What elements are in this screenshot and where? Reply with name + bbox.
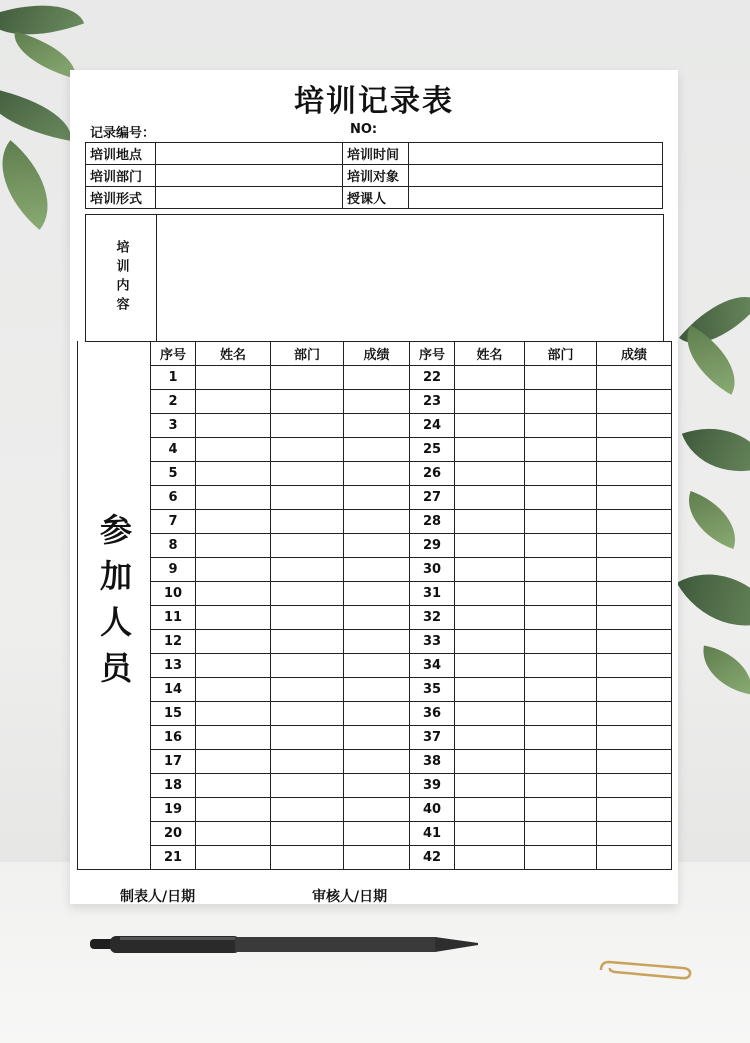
department-field[interactable] (525, 822, 597, 846)
score-field[interactable] (344, 774, 410, 798)
name-field[interactable] (455, 822, 525, 846)
column-header: 成绩 (597, 342, 672, 366)
row-number: 21 (151, 846, 196, 870)
info-value-field[interactable] (409, 143, 663, 165)
name-field[interactable] (455, 462, 525, 486)
score-field[interactable] (597, 846, 672, 870)
row-number: 32 (410, 606, 455, 630)
score-field[interactable] (344, 798, 410, 822)
column-header: 姓名 (455, 342, 525, 366)
score-field[interactable] (344, 534, 410, 558)
score-field[interactable] (597, 702, 672, 726)
department-field[interactable] (271, 390, 344, 414)
name-field[interactable] (455, 534, 525, 558)
department-field[interactable] (525, 390, 597, 414)
department-field[interactable] (271, 654, 344, 678)
name-field[interactable] (455, 702, 525, 726)
department-field[interactable] (271, 582, 344, 606)
name-field[interactable] (455, 606, 525, 630)
department-field[interactable] (525, 726, 597, 750)
name-field[interactable] (196, 558, 271, 582)
row-number: 1 (151, 366, 196, 390)
table-row (151, 846, 672, 870)
column-header: 序号 (151, 342, 196, 366)
name-field[interactable] (196, 678, 271, 702)
table-row (151, 726, 672, 750)
info-row (86, 165, 663, 187)
department-field[interactable] (525, 630, 597, 654)
department-field[interactable] (271, 846, 344, 870)
training-content-box (85, 214, 664, 342)
department-field[interactable] (525, 774, 597, 798)
name-field[interactable] (196, 798, 271, 822)
department-field[interactable] (525, 510, 597, 534)
row-number: 40 (410, 798, 455, 822)
row-number: 12 (151, 630, 196, 654)
info-label: 培训时间 (343, 143, 409, 165)
row-number: 39 (410, 774, 455, 798)
name-field[interactable] (196, 822, 271, 846)
row-number: 13 (151, 654, 196, 678)
row-number: 9 (151, 558, 196, 582)
name-field[interactable] (196, 486, 271, 510)
score-field[interactable] (344, 486, 410, 510)
info-label: 培训对象 (343, 165, 409, 187)
row-number: 2 (151, 390, 196, 414)
row-number: 18 (151, 774, 196, 798)
row-number: 16 (151, 726, 196, 750)
department-field[interactable] (525, 798, 597, 822)
row-number: 11 (151, 606, 196, 630)
no-label: NO: (350, 122, 378, 137)
name-field[interactable] (455, 654, 525, 678)
row-number: 5 (151, 462, 196, 486)
score-field[interactable] (344, 750, 410, 774)
name-field[interactable] (455, 726, 525, 750)
name-field[interactable] (455, 798, 525, 822)
department-field[interactable] (525, 438, 597, 462)
name-field[interactable] (455, 582, 525, 606)
department-field[interactable] (525, 366, 597, 390)
training-content-field[interactable] (157, 215, 663, 341)
score-field[interactable] (597, 774, 672, 798)
name-field[interactable] (196, 774, 271, 798)
info-table (85, 142, 663, 209)
score-field[interactable] (344, 390, 410, 414)
department-field[interactable] (525, 486, 597, 510)
score-field[interactable] (597, 798, 672, 822)
department-field[interactable] (271, 462, 344, 486)
department-field[interactable] (271, 702, 344, 726)
table-row (151, 510, 672, 534)
table-row (151, 606, 672, 630)
score-field[interactable] (597, 726, 672, 750)
score-field[interactable] (597, 822, 672, 846)
row-number: 19 (151, 798, 196, 822)
column-header: 序号 (410, 342, 455, 366)
name-field[interactable] (196, 606, 271, 630)
row-number: 22 (410, 366, 455, 390)
score-field[interactable] (597, 750, 672, 774)
participants-table (150, 341, 672, 870)
row-number: 17 (151, 750, 196, 774)
score-field[interactable] (344, 558, 410, 582)
row-number: 24 (410, 414, 455, 438)
info-value-field[interactable] (156, 143, 343, 165)
score-field[interactable] (344, 438, 410, 462)
table-row (151, 702, 672, 726)
score-field[interactable] (597, 390, 672, 414)
score-field[interactable] (344, 582, 410, 606)
paper-clip-icon (595, 958, 695, 982)
participants-label: 参加人员 (95, 513, 133, 697)
score-field[interactable] (597, 630, 672, 654)
row-number: 36 (410, 702, 455, 726)
name-field[interactable] (196, 702, 271, 726)
department-field[interactable] (525, 534, 597, 558)
score-field[interactable] (597, 438, 672, 462)
score-field[interactable] (344, 606, 410, 630)
row-number: 33 (410, 630, 455, 654)
column-header: 部门 (525, 342, 597, 366)
row-number: 37 (410, 726, 455, 750)
row-number: 41 (410, 822, 455, 846)
name-field[interactable] (196, 366, 271, 390)
row-number: 23 (410, 390, 455, 414)
department-field[interactable] (271, 534, 344, 558)
row-number: 35 (410, 678, 455, 702)
score-field[interactable] (344, 462, 410, 486)
name-field[interactable] (196, 630, 271, 654)
table-row (151, 414, 672, 438)
score-field[interactable] (597, 654, 672, 678)
name-field[interactable] (196, 414, 271, 438)
column-header: 成绩 (344, 342, 410, 366)
score-field[interactable] (597, 606, 672, 630)
department-field[interactable] (525, 606, 597, 630)
row-number: 27 (410, 486, 455, 510)
table-row (151, 750, 672, 774)
row-number: 26 (410, 462, 455, 486)
department-field[interactable] (271, 750, 344, 774)
table-header-row (151, 342, 672, 366)
name-field[interactable] (455, 414, 525, 438)
name-field[interactable] (196, 390, 271, 414)
info-value-field[interactable] (409, 187, 663, 209)
row-number: 20 (151, 822, 196, 846)
table-row (151, 438, 672, 462)
info-label: 授课人 (343, 187, 409, 209)
score-field[interactable] (597, 486, 672, 510)
table-row (151, 366, 672, 390)
department-field[interactable] (271, 726, 344, 750)
department-field[interactable] (525, 750, 597, 774)
training-content-label: 培训内容 (113, 240, 129, 316)
info-value-field[interactable] (409, 165, 663, 187)
info-row (86, 143, 663, 165)
score-field[interactable] (344, 846, 410, 870)
department-field[interactable] (271, 606, 344, 630)
department-field[interactable] (271, 774, 344, 798)
row-number: 6 (151, 486, 196, 510)
table-row (151, 798, 672, 822)
score-field[interactable] (344, 630, 410, 654)
score-field[interactable] (597, 366, 672, 390)
score-field[interactable] (344, 654, 410, 678)
score-field[interactable] (597, 462, 672, 486)
row-number: 28 (410, 510, 455, 534)
training-content-label-cell (86, 215, 157, 341)
name-field[interactable] (196, 846, 271, 870)
info-label: 培训地点 (86, 143, 156, 165)
name-field[interactable] (455, 750, 525, 774)
department-field[interactable] (271, 510, 344, 534)
row-number: 14 (151, 678, 196, 702)
page-title: 培训记录表 (294, 84, 454, 119)
info-label: 培训形式 (86, 187, 156, 209)
score-field[interactable] (344, 414, 410, 438)
score-field[interactable] (344, 822, 410, 846)
table-row (151, 654, 672, 678)
row-number: 31 (410, 582, 455, 606)
score-field[interactable] (597, 510, 672, 534)
table-row (151, 678, 672, 702)
table-row (151, 534, 672, 558)
table-row (151, 462, 672, 486)
score-field[interactable] (597, 582, 672, 606)
department-field[interactable] (525, 558, 597, 582)
row-number: 4 (151, 438, 196, 462)
row-number: 38 (410, 750, 455, 774)
name-field[interactable] (455, 390, 525, 414)
score-field[interactable] (344, 510, 410, 534)
department-field[interactable] (525, 678, 597, 702)
department-field[interactable] (525, 414, 597, 438)
table-row (151, 630, 672, 654)
name-field[interactable] (196, 750, 271, 774)
training-record-sheet (70, 70, 678, 904)
maker-date-label: 制表人/日期 (120, 889, 196, 905)
info-label: 培训部门 (86, 165, 156, 187)
department-field[interactable] (525, 462, 597, 486)
participants-label-cell (77, 341, 150, 870)
row-number: 34 (410, 654, 455, 678)
column-header: 姓名 (196, 342, 271, 366)
name-field[interactable] (455, 510, 525, 534)
table-row (151, 390, 672, 414)
name-field[interactable] (196, 462, 271, 486)
name-field[interactable] (455, 438, 525, 462)
row-number: 30 (410, 558, 455, 582)
department-field[interactable] (525, 702, 597, 726)
info-row (86, 187, 663, 209)
row-number: 29 (410, 534, 455, 558)
score-field[interactable] (344, 366, 410, 390)
department-field[interactable] (271, 486, 344, 510)
name-field[interactable] (455, 630, 525, 654)
name-field[interactable] (455, 678, 525, 702)
row-number: 10 (151, 582, 196, 606)
table-row (151, 774, 672, 798)
table-row (151, 582, 672, 606)
name-field[interactable] (455, 558, 525, 582)
reviewer-date-label: 审核人/日期 (312, 889, 388, 905)
name-field[interactable] (196, 726, 271, 750)
name-field[interactable] (196, 582, 271, 606)
department-field[interactable] (525, 582, 597, 606)
department-field[interactable] (271, 822, 344, 846)
row-number: 25 (410, 438, 455, 462)
row-number: 3 (151, 414, 196, 438)
info-value-field[interactable] (156, 187, 343, 209)
table-row (151, 558, 672, 582)
score-field[interactable] (597, 414, 672, 438)
department-field[interactable] (271, 414, 344, 438)
department-field[interactable] (271, 630, 344, 654)
score-field[interactable] (597, 558, 672, 582)
row-number: 15 (151, 702, 196, 726)
score-field[interactable] (344, 678, 410, 702)
name-field[interactable] (196, 438, 271, 462)
info-value-field[interactable] (156, 165, 343, 187)
name-field[interactable] (196, 510, 271, 534)
score-field[interactable] (344, 726, 410, 750)
score-field[interactable] (597, 534, 672, 558)
name-field[interactable] (196, 654, 271, 678)
department-field[interactable] (271, 798, 344, 822)
department-field[interactable] (271, 366, 344, 390)
name-field[interactable] (455, 846, 525, 870)
name-field[interactable] (455, 774, 525, 798)
department-field[interactable] (271, 678, 344, 702)
name-field[interactable] (196, 534, 271, 558)
record-number-label: 记录编号： (90, 126, 156, 141)
table-row (151, 486, 672, 510)
row-number: 7 (151, 510, 196, 534)
department-field[interactable] (525, 654, 597, 678)
score-field[interactable] (597, 678, 672, 702)
row-number: 42 (410, 846, 455, 870)
name-field[interactable] (455, 486, 525, 510)
department-field[interactable] (525, 846, 597, 870)
pen-icon (90, 928, 480, 958)
department-field[interactable] (271, 558, 344, 582)
row-number: 8 (151, 534, 196, 558)
department-field[interactable] (271, 438, 344, 462)
score-field[interactable] (344, 702, 410, 726)
name-field[interactable] (455, 366, 525, 390)
column-header: 部门 (271, 342, 344, 366)
table-row (151, 822, 672, 846)
